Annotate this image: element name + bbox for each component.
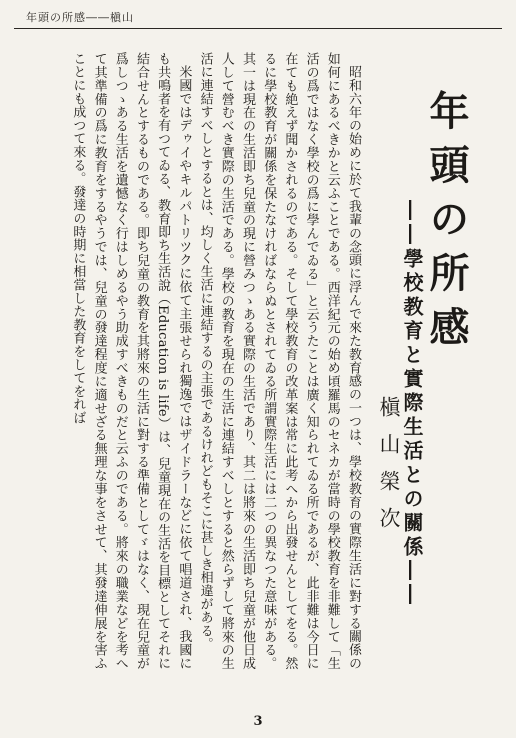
page-number: 3 — [253, 714, 263, 729]
body-paragraph: 米國ではデゥイやキルパトリツクに依て主張せられ獨逸ではザイドラーなどに依て唱道され、我國にも共鳴者を有つてゐる、教育即ち生活說（Education is life）は、兒童現在の生活を目標としてそれに結合せんとするものである。即ち兒童の教育を其將來の生活に對する準備としてゞはなく、現在兒童が爲しつゝある生活を遺憾なく行はしめるやう助成すべきものだと云ふのである。將來の職業などを考へて其準備の爲に教育をするやうでは、兒童の發達程度に適せざる無理な事をさせて、其發達伸展を害ふことにも成つて來る。發達の時期に相當した教育をしてをれば — [70, 52, 192, 670]
running-header: 年頭の所感――槇山 — [26, 11, 134, 24]
body-paragraph: 昭和六年の始めに於て我輩の念頭に浮んで來た教育感の一つは、學校教育の實際生活に對する關係の如何にあるべきかと云ふことである。西洋紀元の始め頃羅馬のセネカが當時の學校教育を非難して「生活の爲ではなく學校の爲に學んでゐる」と云うたことは廣く知られてゐる所であるが、此非難は今日に在ても絶えず聞かされるのである。そして學校教育の改革案は常に此考へから出發せんとしてをる。然るに學校教育が關係を保たなければならぬとされてゐる所謂實際生活には二つの異なつた意味がある。其一は現在の生活即ち兒童の現に營みつゝある實際の生活であり、其二は將來の生活即ち兒童が他日成人して營むべき實際の生活である。學校の教育を現在の生活に連結すべしとすると然らずして將來の生活に連結すべしとするとは、均しく生活に連結するの主張であるけれどもそこに甚しき相違がある。 — [197, 52, 361, 670]
header-rule — [14, 28, 502, 29]
article-body — [70, 52, 364, 670]
author-name: 槇山榮次 — [377, 396, 401, 544]
article-subtitle: ――學校教育と實際生活との關係―― — [400, 200, 424, 608]
article-title: 年頭の所感 — [423, 90, 470, 360]
